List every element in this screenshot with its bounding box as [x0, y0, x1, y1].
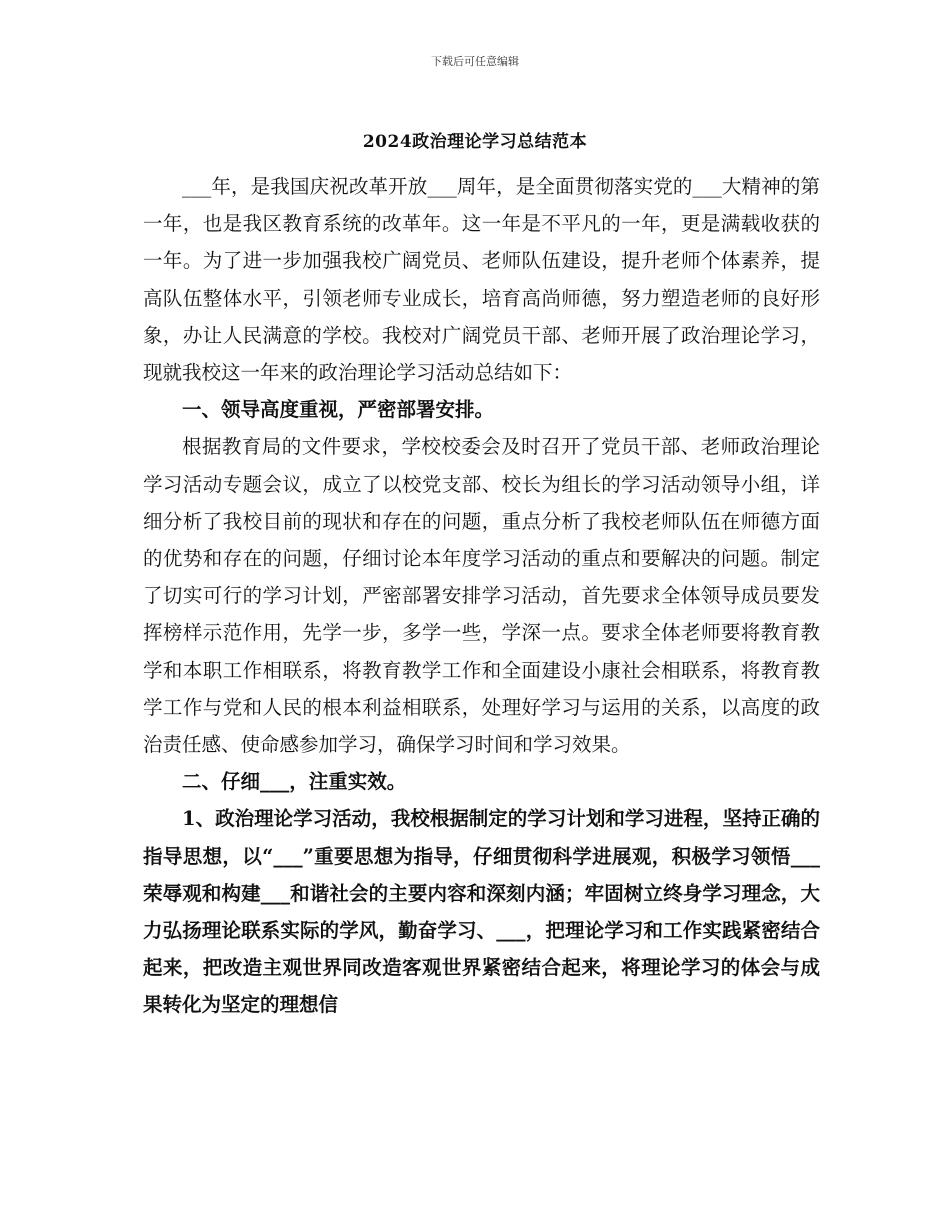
page-header-note: 下载后可任意编辑 [431, 55, 519, 68]
section-heading-1: 一、领导高度重视，严密部署安排。 [182, 398, 495, 422]
section-heading-2: 二、仔细___，注重实效。 [182, 770, 407, 794]
section-2-paragraph-1: 1、政治理论学习活动，我校根据制定的学习计划和学习进程，坚持正确的指导思想，以“___”重要思想为指导，仔细贯彻科学进展观，积极学习领悟___荣辱观和构建___和谐社会的主要内容和深刻内涵；牢固树立终身学习理念，大力弘扬理论联系实际的学风，勤奋学习、___，把理论学习和工作实践紧密结合起来，把改造主观世界同改造客观世界紧密结合起来，将理论学习的体会与成果转化为坚定的理想信 [143, 807, 820, 1017]
intro-paragraph: ___年，是我国庆祝改革开放___周年，是全面贯彻落实党的___大精神的第一年，也是我区教育系统的改革年。这一年是不平凡的一年，更是满载收获的一年。为了进一步加强我校广阔党员、老师队伍建设，提升老师个体素养，提高队伍整体水平，引领老师专业成长，培育高尚师德，努力塑造老师的良好形象，办让人民满意的学校。我校对广阔党员干部、老师开展了政治理论学习，现就我校这一年来的政治理论学习活动总结如下： [143, 175, 820, 385]
document-title: 2024政治理论学习总结范本 [362, 132, 588, 152]
section-1-paragraph: 根据教育局的文件要求，学校校委会及时召开了党员干部、老师政治理论学习活动专题会议，成立了以校党支部、校长为组长的学习活动领导小组，详细分析了我校目前的现状和存在的问题，重点分析了我校老师队伍在师德方面的优势和存在的问题，仔细讨论本年度学习活动的重点和要解决的问题。制定了切实可行的学习计划，严密部署安排学习活动，首先要求全体领导成员要发挥榜样示范作用，先学一步，多学一些，学深一点。要求全体老师要将教育教学和本职工作相联系，将教育教学工作和全面建设小康社会相联系，将教育教学工作与党和人民的根本利益相联系，处理好学习与运用的关系，以高度的政治责任感、使命感参加学习，确保学习时间和学习效果。 [143, 435, 820, 757]
document-body [143, 168, 820, 1024]
